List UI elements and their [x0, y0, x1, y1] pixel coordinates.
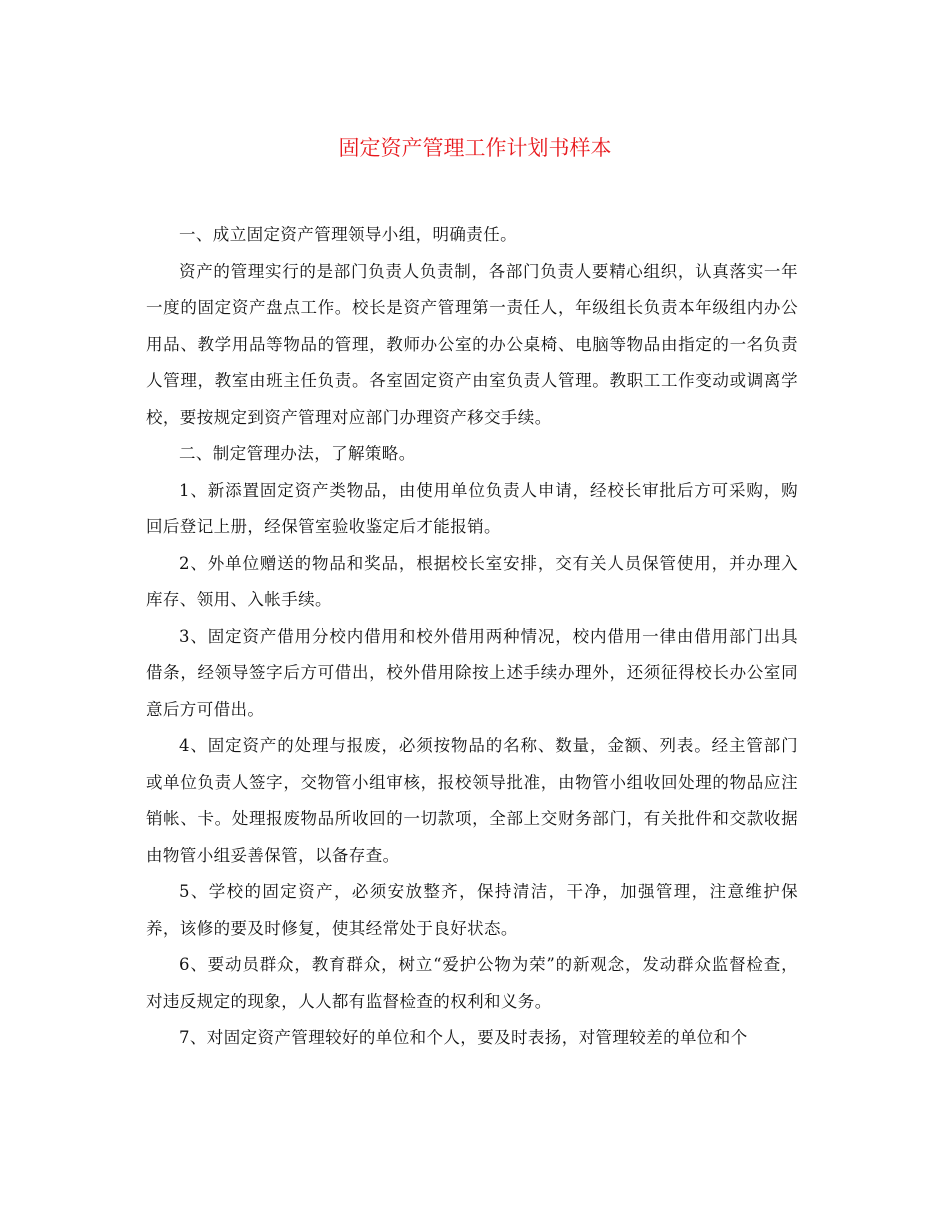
list-item-7: 7、对固定资产管理较好的单位和个人，要及时表扬，对管理较差的单位和个: [179, 1028, 748, 1047]
section-heading-1: 一、成立固定资产管理领导小组，明确责任。: [179, 225, 517, 244]
list-item-6: 6、要动员群众，教育群众，树立“爱护公物为荣”的新观念，发动群众监督检查，对违反规定的现象，人人都有监督检查的权利和义务。: [146, 955, 798, 1011]
section-heading-2: 二、制定管理办法，了解策略。: [179, 444, 416, 463]
document-title: 固定资产管理工作计划书样本: [338, 136, 612, 160]
list-item-4: 4、固定资产的处理与报废，必须按物品的名称、数量，金额、列表。经主管部门或单位负责人签字，交物管小组审核，报校领导批准，由物管小组收回处理的物品应注销帐、卡。处理报废物品所收回的一切款项，全部上交财务部门，有关批件和交款收据由物管小组妥善保管，以备存查。: [146, 736, 798, 865]
document-body: [146, 217, 798, 1057]
list-item-1: 1、新添置固定资产类物品，由使用单位负责人申请，经校长审批后方可采购，购回后登记上册，经保管室验收鉴定后才能报销。: [146, 480, 798, 536]
list-item-3: 3、固定资产借用分校内借用和校外借用两种情况，校内借用一律由借用部门出具借条，经领导签字后方可借出，校外借用除按上述手续办理外，还须征得校长办公室同意后方可借出。: [146, 626, 798, 719]
paragraph: 资产的管理实行的是部门负责人负责制，各部门负责人要精心组织，认真落实一年一度的固定资产盘点工作。校长是资产管理第一责任人，年级组长负责本年级组内办公用品、教学用品等物品的管理，教师办公室的办公桌椅、电脑等物品由指定的一名负责人管理，教室由班主任负责。各室固定资产由室负责人管理。教职工工作变动或调离学校，要按规定到资产管理对应部门办理资产移交手续。: [146, 261, 798, 427]
list-item-2: 2、外单位赠送的物品和奖品，根据校长室安排，交有关人员保管使用，并办理入库存、领用、入帐手续。: [146, 553, 798, 609]
list-item-5: 5、学校的固定资产，必须安放整齐，保持清洁，干净，加强管理，注意维护保养，该修的要及时修复，使其经常处于良好状态。: [146, 882, 798, 938]
